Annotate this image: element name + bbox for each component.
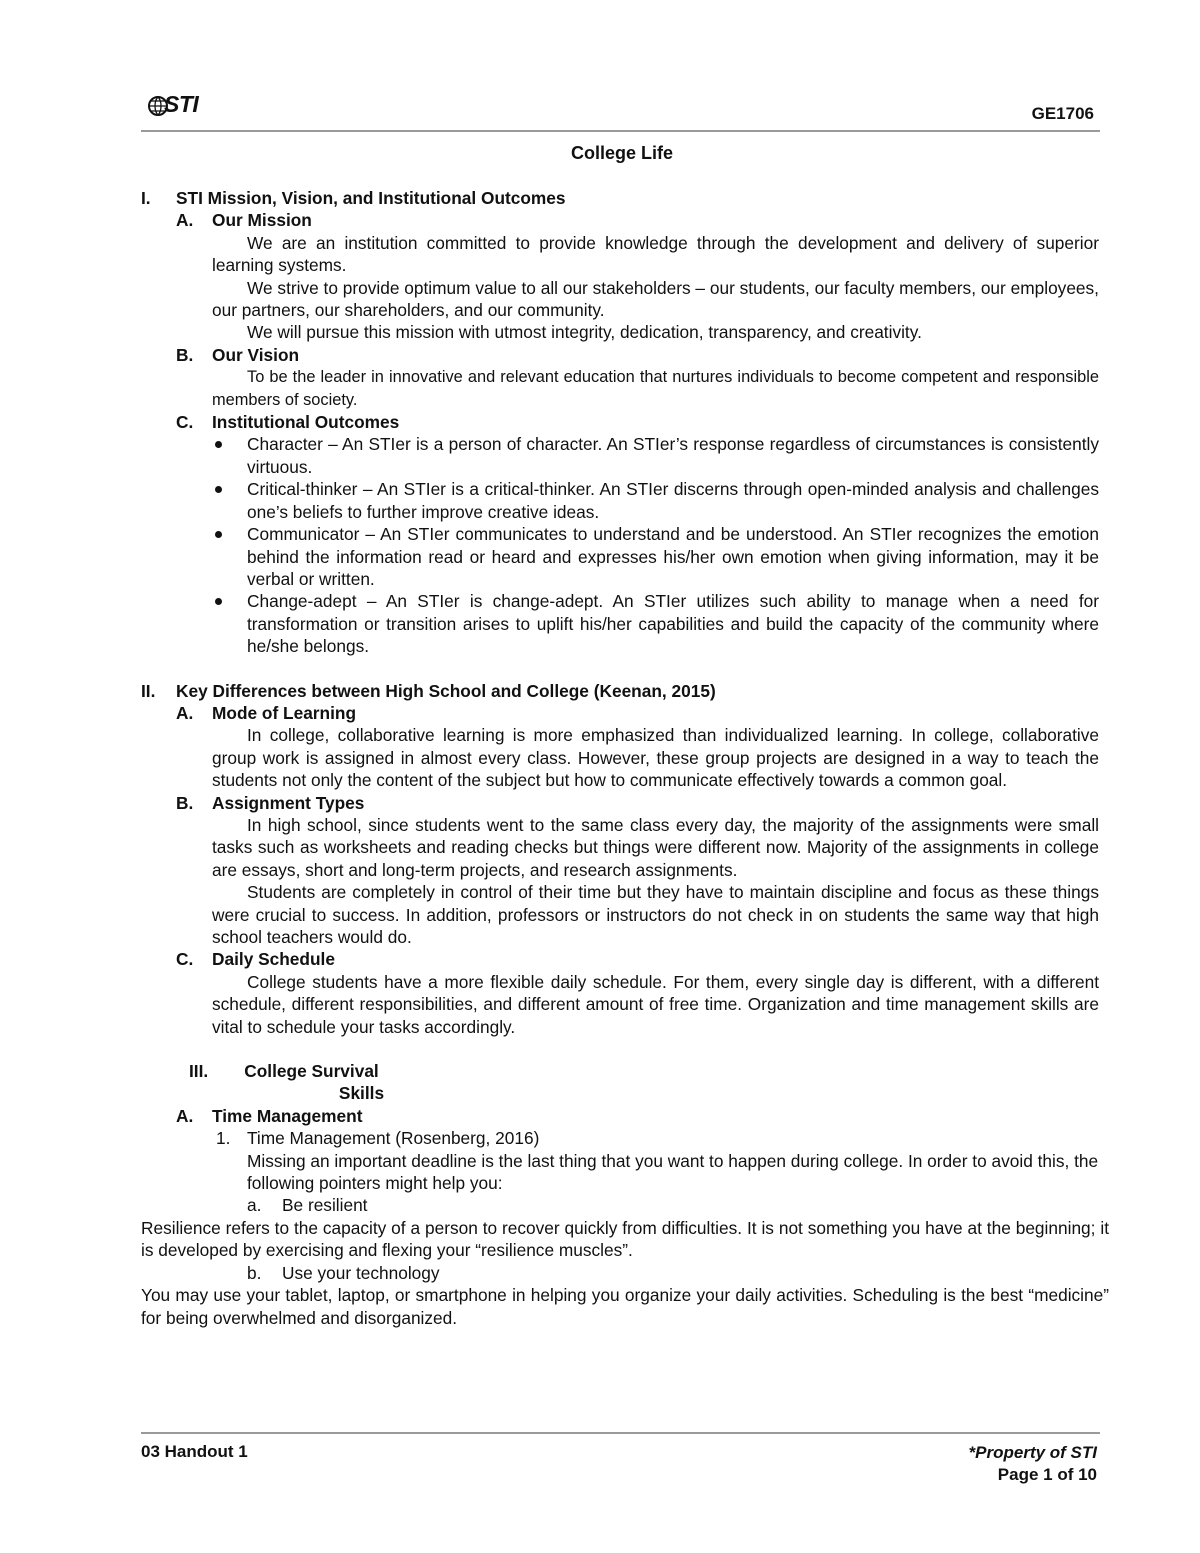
section-heading: II. Key Differences between High School and College (Keenan, 2015)	[141, 680, 716, 701]
page-number: Page 1 of 10	[997, 1465, 1097, 1484]
lettered-item: a. Be resilient	[247, 1195, 368, 1216]
bullet-icon	[215, 486, 222, 493]
logo-text: STI	[164, 91, 199, 117]
bullet-item: Critical-thinker – An STIer is a critical-thinker. An STIer discerns through open-minded analysis and challenges one’s beliefs to further improve creative ideas.	[141, 478, 1099, 523]
paragraph: Resilience refers to the capacity of a person to recover quickly from difficulties. It is not something you have at the beginning; it is developed by exercising and flexing your “resilience muscles”.	[141, 1217, 1109, 1261]
header-divider	[141, 130, 1100, 132]
section-heading: III. College Survival Skills	[189, 1061, 385, 1104]
bullet-item: Character – An STIer is a person of character. An STIer’s response regardless of circumstances is consistently virtuous.	[141, 433, 1099, 478]
subsection-heading: A. Mode of Learning	[176, 702, 357, 723]
bullet-icon	[215, 531, 222, 538]
numbered-item: 1. Time Management (Rosenberg, 2016)	[216, 1128, 540, 1149]
subsection-heading: A. Time Management	[176, 1105, 363, 1126]
section-heading: I. STI Mission, Vision, and Institutional Outcomes	[141, 188, 566, 208]
footer-right	[969, 1442, 1097, 1486]
subsection-heading: B. Our Vision	[176, 344, 300, 365]
footer-divider	[141, 1432, 1100, 1434]
sti-logo	[150, 92, 210, 118]
subsection-heading: B. Assignment Types	[176, 792, 365, 813]
paragraph: In high school, since students went to the same class every day, the majority of the assignments were small tasks such as worksheets and reading checks but things were different now. Majority of the assignments in college are essays, short and long-term projects, and research assignments.	[212, 814, 1099, 880]
subsection-heading: A. Our Mission	[176, 210, 312, 231]
paragraph: We are an institution committed to provide knowledge through the development and delivery of superior learning systems.	[212, 232, 1099, 276]
paragraph: We strive to provide optimum value to all our stakeholders – our students, our faculty members, our employees, our partners, our shareholders, and our community.	[212, 277, 1099, 321]
paragraph: You may use your tablet, laptop, or smartphone in helping you organize your daily activities. Scheduling is the best “medicine” for being overwhelmed and disorganized.	[141, 1285, 1109, 1328]
bullet-icon	[215, 598, 222, 605]
paragraph: In college, collaborative learning is more emphasized than individualized learning. In college, collaborative group work is assigned in almost every class. However, these group projects are designed in a way to teach the students not only the content of the subject but how to communicate effectively towards a common goal.	[212, 725, 1099, 791]
paragraph: Students are completely in control of their time but they have to maintain discipline and focus as these things were crucial to success. In addition, professors or instructors do not check in on students the same way that high school teachers would do.	[212, 882, 1099, 947]
paragraph: College students have a more flexible daily schedule. For them, every single day is different, with a different schedule, different responsibilities, and different amount of free time. Organization and time management skills are vital to schedule your tasks accordingly.	[212, 971, 1099, 1037]
bullet-item: Communicator – An STIer communicates to understand and be understood. An STIer recognizes the emotion behind the information read or heard and expresses his/her own emotion when giving information, may it be verbal or written.	[141, 523, 1099, 590]
paragraph: We will pursue this mission with utmost integrity, dedication, transparency, and creativity.	[247, 322, 922, 343]
lettered-item: b. Use your technology	[247, 1262, 440, 1283]
property-label: *Property of STI	[968, 1443, 1097, 1462]
subsection-heading: C. Institutional Outcomes	[176, 412, 400, 433]
page-title: College Life	[570, 143, 673, 163]
course-code: GE1706	[1031, 104, 1094, 123]
bullet-icon	[215, 441, 222, 448]
paragraph: Missing an important deadline is the last thing that you want to happen during college. In order to avoid this, the following pointers might help you:	[247, 1150, 1099, 1194]
bullet-item: Change-adept – An STIer is change-adept. An STIer utilizes such ability to manage when a need for transformation or transition arises to uplift his/her capabilities and build the capacity of the community where he/she belongs.	[141, 590, 1099, 657]
document-body	[141, 187, 1109, 1329]
subsection-heading: C. Daily Schedule	[176, 949, 335, 970]
paragraph: To be the leader in innovative and relevant education that nurtures individuals to become competent and responsible members of society.	[212, 368, 1099, 409]
handout-label: 03 Handout 1	[141, 1442, 248, 1461]
